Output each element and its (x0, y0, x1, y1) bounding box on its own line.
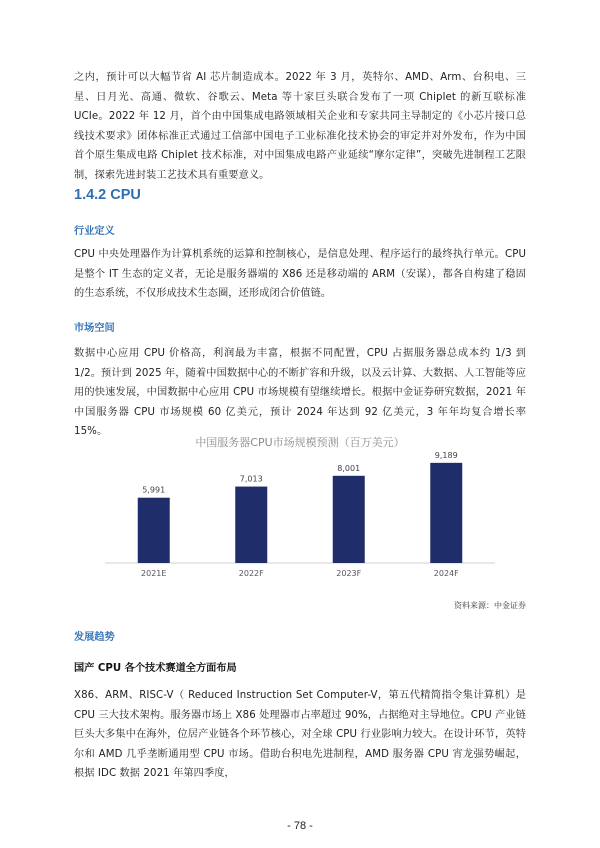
bar-2024F (430, 463, 462, 563)
x-tick-2024F: 2024F (433, 569, 459, 578)
bar-2021E (138, 498, 170, 563)
data-label-2022F: 7,013 (239, 474, 263, 484)
cpu-market-bar-chart (90, 432, 510, 590)
x-tick-2021E: 2021E (141, 569, 167, 578)
data-label-2021E: 5,991 (142, 485, 166, 495)
bar-2022F (235, 487, 267, 563)
trend-subheading: 国产 CPU 各个技术赛道全方面布局 (74, 663, 237, 674)
trend-heading: 发展趋势 (74, 632, 115, 643)
bar-2023F (333, 476, 365, 563)
data-label-2024F: 9,189 (434, 450, 458, 460)
page-number: - 78 - (287, 820, 313, 832)
source-note: 资料来源：中金证券 (454, 601, 526, 610)
chart-title: 中国服务器CPU市场规模预测（百万美元） (195, 436, 405, 449)
x-tick-2023F: 2023F (336, 569, 362, 578)
market-paragraph: 数据中心应用 CPU 价格高，利润最为丰富，根据不同配置，CPU 占据服务器总成本约 1/3 到 1/2。预计到 2025 年，随着中国数据中心的不断扩容和升级，以及云计算、大数据、人工智能等应用的快速发展，中国数据中心应用 CPU 市场规模有望继续增长。根据中金证券研究数据，2021 年中国服务器 CPU 市场规模 60 亿美元，预计 2024 年达到 92 亿美元，3 年年均复合增长率 15%。 (74, 348, 526, 438)
intro-paragraph: 之内，预计可以大幅节省 AI 芯片制造成本。2022 年 3 月，英特尔、AMD、Arm、台积电、三星、日月光、高通、微软、谷歌云、Meta 等十家巨头联合发布了一项 Chiplet 的新互联标准 UCIe。2022 年 12 月，首个由中国集成电路领域相关企业和专家共同主导制定的《小芯片接口总线技术要求》团体标准正式通过工信部中国电子工业标准化技术协会的审定并对外发布，作为中国首个原生集成电路 Chiplet 技术标准，对中国集成电路产业延续“摩尔定律”，突破先进制程工艺限制，探索先进封装工艺技术具有重要意义。 (74, 72, 526, 181)
definition-heading: 行业定义 (74, 226, 115, 237)
x-tick-2022F: 2022F (238, 569, 264, 578)
trend-paragraph: X86、ARM、RISC-V（ Reduced Instruction Set Computer-V，第五代精简指令集计算机）是 CPU 三大技术架构。服务器市场上 X86 处理器市占率超过 90%，占据绝对主导地位。CPU 产业链巨头大多集中在海外，位居产业链各个环节核心，对全球 CPU 行业影响力较大。在设计环节，英特尔和 AMD 几乎垄断通用型 CPU 市场。借助台积电先进制程，AMD 服务器 CPU 宵龙强势崛起，根据 IDC 数据 2021 年第四季度， (74, 690, 526, 780)
section-heading: 1.4.2 CPU (74, 187, 141, 203)
market-heading: 市场空间 (74, 323, 115, 334)
definition-paragraph: CPU 中央处理器作为计算机系统的运算和控制核心，是信息处理、程序运行的最终执行单元。CPU 是整个 IT 生态的定义者，无论是服务器端的 X86 还是移动端的 ARM（安谋），都各自构建了稳固的生态系统，不仅形成技术生态圈，还形成闭合价值链。 (74, 249, 526, 300)
data-label-2023F: 8,001 (337, 463, 361, 473)
